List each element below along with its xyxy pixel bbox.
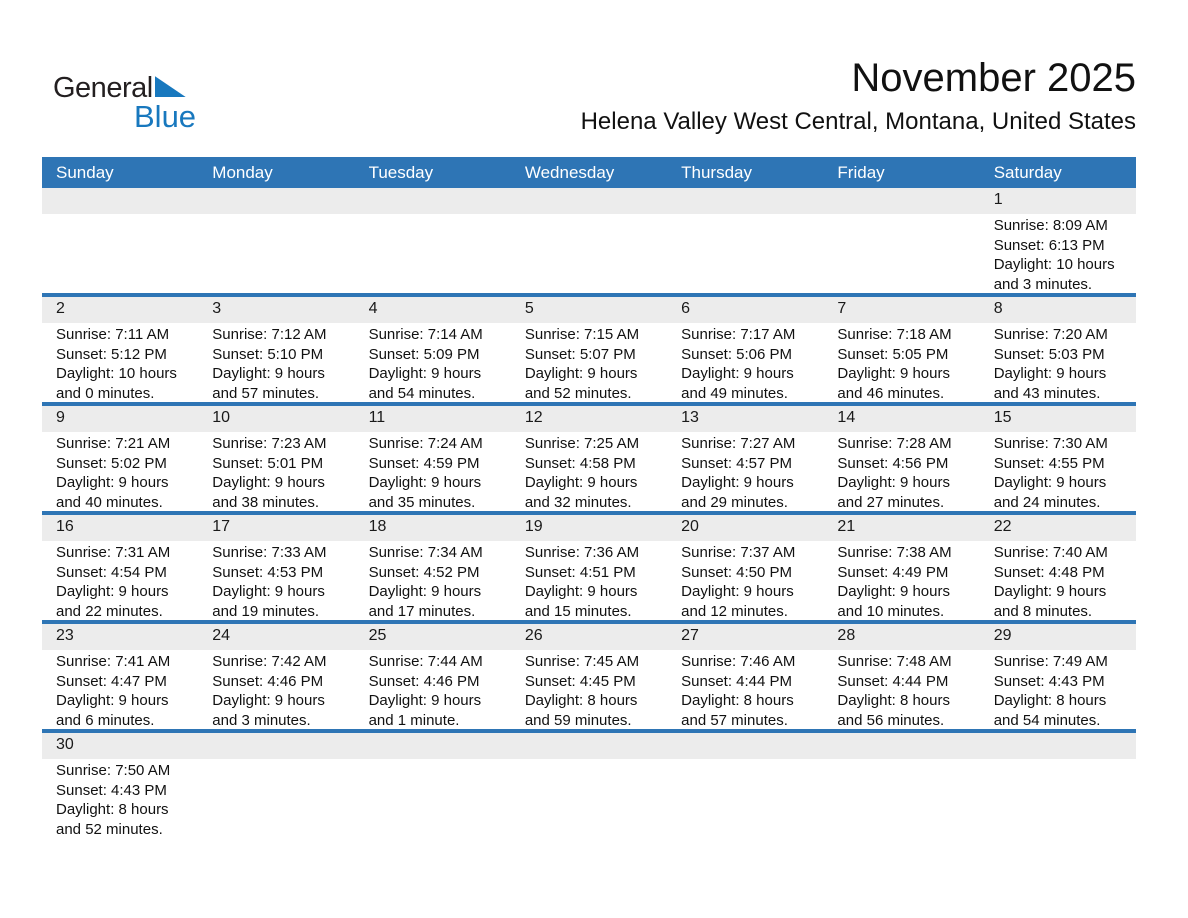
week-cells [42,624,1136,733]
sunset-text: Sunset: 4:47 PM [56,672,167,690]
daylight-text-line1: Daylight: 8 hours [56,801,169,819]
day-number: 21 [837,518,856,535]
sunset-text: Sunset: 4:46 PM [368,672,480,690]
week-cells [42,733,1136,858]
day-cell-empty [198,733,354,858]
day-number: 16 [56,518,74,535]
sunrise-text: Sunrise: 7:28 AM [837,435,952,452]
day-cell-27 [667,624,823,733]
day-cell-29 [980,624,1136,733]
daylight-text-line2: and 49 minutes. [681,385,788,403]
daylight-text-line2: and 46 minutes. [837,385,945,403]
daylight-text-line2: and 35 minutes. [368,494,476,512]
sunset-text: Sunset: 4:58 PM [524,454,636,472]
daylight-text-line1: Daylight: 9 hours [524,365,638,383]
daylight-text-line2: and 57 minutes. [212,385,320,403]
weekday-header-tuesday: Tuesday [368,163,434,182]
daylight-text-line2: and 24 minutes. [993,494,1101,512]
daylight-text-line1: Daylight: 8 hours [993,692,1107,710]
daylight-text-line2: and 6 minutes. [56,712,155,730]
day-cell-empty [355,188,511,297]
daylight-text-line2: and 54 minutes. [368,385,476,403]
sunrise-text: Sunrise: 7:34 AM [368,544,483,561]
sunset-text: Sunset: 4:53 PM [212,563,324,581]
daylight-text-line1: Daylight: 9 hours [837,365,950,383]
sunset-text: Sunset: 4:57 PM [681,454,793,472]
daylight-text-line2: and 0 minutes. [56,385,155,403]
sunrise-text: Sunrise: 7:17 AM [681,326,796,343]
daylight-text-line1: Daylight: 10 hours [56,365,177,383]
day-cell-2 [42,297,198,406]
sunrise-text: Sunrise: 7:45 AM [524,653,640,670]
sunrise-text: Sunrise: 7:41 AM [56,653,171,670]
week-cells [42,297,1136,406]
daylight-text-line1: Daylight: 9 hours [212,583,325,601]
day-number: 12 [524,409,543,426]
daylight-text-line2: and 32 minutes. [524,494,632,512]
day-number: 6 [681,300,691,317]
day-number: 27 [681,627,699,644]
daylight-text-line1: Daylight: 9 hours [524,474,638,492]
day-cell-empty [42,188,198,297]
daylight-text-line2: and 1 minute. [368,712,460,730]
sunrise-text: Sunrise: 7:48 AM [837,653,952,670]
day-cell-11 [355,406,511,515]
sunset-text: Sunset: 4:55 PM [993,454,1105,472]
logo-triangle-icon [155,76,186,97]
sunset-text: Sunset: 4:44 PM [681,672,793,690]
day-cell-empty [823,188,979,297]
sunrise-text: Sunrise: 7:33 AM [212,544,327,561]
day-number: 17 [212,518,231,535]
calendar [42,157,1136,858]
daylight-text-line1: Daylight: 9 hours [837,583,950,601]
daylight-text-line1: Daylight: 9 hours [56,692,169,710]
day-cell-empty [511,733,667,858]
sunset-text: Sunset: 5:10 PM [212,345,324,363]
day-number: 29 [993,627,1012,644]
day-cell-15 [980,406,1136,515]
day-number: 23 [56,627,74,644]
daylight-text-line1: Daylight: 9 hours [837,474,950,492]
sunset-text: Sunset: 6:13 PM [993,236,1105,254]
daylight-text-line2: and 56 minutes. [837,712,945,730]
sunset-text: Sunset: 5:03 PM [993,345,1105,363]
sunrise-text: Sunrise: 7:50 AM [56,762,171,779]
daylight-text-line2: and 10 minutes. [837,603,945,621]
daylight-text-line2: and 15 minutes. [524,603,632,621]
sunrise-text: Sunrise: 7:44 AM [368,653,483,670]
sunset-text: Sunset: 5:05 PM [837,345,949,363]
logo-text-general: General [53,72,153,104]
day-cell-12 [511,406,667,515]
daylight-text-line2: and 19 minutes. [212,603,320,621]
day-number: 10 [212,409,231,426]
sunset-text: Sunset: 5:12 PM [56,345,167,363]
day-cell-19 [511,515,667,624]
daylight-text-line2: and 43 minutes. [993,385,1101,403]
daylight-text-line1: Daylight: 8 hours [837,692,950,710]
daylight-text-line1: Daylight: 9 hours [56,474,169,492]
sunrise-text: Sunrise: 7:31 AM [56,544,171,561]
day-number: 4 [368,300,378,317]
sunset-text: Sunset: 4:44 PM [837,672,949,690]
daylight-text-line1: Daylight: 10 hours [993,256,1115,274]
day-cell-14 [823,406,979,515]
sunrise-text: Sunrise: 7:20 AM [993,326,1108,343]
daylight-text-line2: and 8 minutes. [993,603,1093,621]
daylight-text-line2: and 3 minutes. [993,276,1093,294]
daylight-text-line1: Daylight: 9 hours [681,583,794,601]
sunset-text: Sunset: 4:43 PM [56,781,167,799]
daylight-text-line2: and 12 minutes. [681,603,788,621]
daylight-text-line1: Daylight: 9 hours [993,474,1107,492]
daylight-text-line2: and 52 minutes. [56,821,163,839]
daylight-text-line2: and 17 minutes. [368,603,476,621]
day-cell-6 [667,297,823,406]
page-title: November 2025 [851,56,1136,100]
day-number: 3 [212,300,222,317]
daylight-text-line1: Daylight: 9 hours [524,583,638,601]
daylight-text-line1: Daylight: 9 hours [681,474,794,492]
day-cell-25 [355,624,511,733]
daylight-text-line2: and 59 minutes. [524,712,632,730]
sunrise-text: Sunrise: 7:12 AM [212,326,327,343]
daylight-text-line1: Daylight: 9 hours [993,583,1107,601]
sunset-text: Sunset: 4:50 PM [681,563,793,581]
day-cell-empty [355,733,511,858]
daylight-text-line2: and 3 minutes. [212,712,311,730]
day-number: 24 [212,627,231,644]
day-number: 11 [368,409,386,426]
day-number: 9 [56,409,65,426]
daylight-text-line2: and 29 minutes. [681,494,788,512]
sunrise-text: Sunrise: 7:37 AM [681,544,796,561]
sunset-text: Sunset: 4:49 PM [837,563,949,581]
day-cell-empty [198,188,354,297]
day-cell-8 [980,297,1136,406]
daylight-text-line1: Daylight: 9 hours [368,474,482,492]
day-cell-empty [511,188,667,297]
day-number: 20 [681,518,699,535]
sunset-text: Sunset: 4:48 PM [993,563,1105,581]
day-number: 19 [524,518,543,535]
sunrise-text: Sunrise: 7:11 AM [56,326,170,343]
day-cell-28 [823,624,979,733]
calendar-weeks [42,188,1136,858]
weekday-header-wednesday: Wednesday [524,163,615,182]
daylight-text-line1: Daylight: 8 hours [524,692,638,710]
week-cells [42,188,1136,297]
sunrise-text: Sunrise: 7:30 AM [993,435,1108,452]
day-cell-empty [980,733,1136,858]
sunrise-text: Sunrise: 7:42 AM [212,653,327,670]
daylight-text-line1: Daylight: 9 hours [993,365,1107,383]
daylight-text-line1: Daylight: 9 hours [681,365,794,383]
week-row-2 [42,297,1136,406]
sunset-text: Sunset: 5:09 PM [368,345,480,363]
sunrise-text: Sunrise: 7:46 AM [681,653,796,670]
sunrise-text: Sunrise: 7:23 AM [212,435,327,452]
page-subtitle: Helena Valley West Central, Montana, United States [580,108,1136,135]
day-number: 2 [56,300,65,317]
day-cell-empty [823,733,979,858]
logo-text-blue: Blue [134,99,197,134]
day-cell-empty [667,188,823,297]
weekday-header-thursday: Thursday [681,163,753,182]
day-number: 1 [993,191,1003,208]
sunrise-text: Sunrise: 7:40 AM [993,544,1108,561]
sunrise-text: Sunrise: 7:21 AM [56,435,171,452]
day-cell-18 [355,515,511,624]
weekday-header-sunday: Sunday [56,163,114,182]
sunset-text: Sunset: 4:56 PM [837,454,949,472]
sunrise-text: Sunrise: 7:15 AM [524,326,640,343]
day-cell-23 [42,624,198,733]
day-number: 22 [993,518,1012,535]
day-cell-22 [980,515,1136,624]
daylight-text-line2: and 22 minutes. [56,603,163,621]
weekday-header-row [42,157,1136,188]
sunrise-text: Sunrise: 7:49 AM [993,653,1108,670]
day-number: 18 [368,518,387,535]
week-row-5 [42,624,1136,733]
day-cell-10 [198,406,354,515]
day-cell-21 [823,515,979,624]
day-cell-26 [511,624,667,733]
weekday-header-saturday: Saturday [993,163,1062,182]
sunset-text: Sunset: 5:07 PM [524,345,636,363]
sunrise-text: Sunrise: 7:25 AM [524,435,640,452]
sunset-text: Sunset: 4:51 PM [524,563,636,581]
day-cell-20 [667,515,823,624]
daylight-text-line2: and 54 minutes. [993,712,1101,730]
daylight-text-line1: Daylight: 9 hours [368,583,482,601]
day-cell-30 [42,733,198,858]
day-cell-13 [667,406,823,515]
day-cell-1 [980,188,1136,297]
daylight-text-line2: and 38 minutes. [212,494,320,512]
daylight-text-line1: Daylight: 9 hours [368,692,482,710]
day-cell-empty [667,733,823,858]
daylight-text-line1: Daylight: 9 hours [368,365,482,383]
sunset-text: Sunset: 4:52 PM [368,563,480,581]
daylight-text-line2: and 52 minutes. [524,385,632,403]
day-number: 7 [837,300,847,317]
day-number: 14 [837,409,856,426]
day-number: 25 [368,627,387,644]
daylight-text-line1: Daylight: 9 hours [212,692,325,710]
sunset-text: Sunset: 5:02 PM [56,454,167,472]
day-cell-24 [198,624,354,733]
week-cells [42,406,1136,515]
day-number: 5 [524,300,534,317]
sunrise-text: Sunrise: 7:36 AM [524,544,640,561]
day-number: 30 [56,736,74,753]
day-cell-7 [823,297,979,406]
daylight-text-line2: and 57 minutes. [681,712,788,730]
sunset-text: Sunset: 4:46 PM [212,672,324,690]
daylight-text-line2: and 27 minutes. [837,494,945,512]
week-row-1 [42,188,1136,297]
sunset-text: Sunset: 4:59 PM [368,454,480,472]
day-cell-17 [198,515,354,624]
day-cell-16 [42,515,198,624]
sunset-text: Sunset: 4:43 PM [993,672,1105,690]
sunrise-text: Sunrise: 7:27 AM [681,435,796,452]
day-number: 28 [837,627,856,644]
sunset-text: Sunset: 4:45 PM [524,672,636,690]
day-cell-4 [355,297,511,406]
week-row-6 [42,733,1136,858]
day-number: 26 [524,627,543,644]
page-header [0,0,1188,157]
daylight-text-line1: Daylight: 8 hours [681,692,794,710]
day-cell-5 [511,297,667,406]
day-number: 15 [993,409,1012,426]
day-cell-9 [42,406,198,515]
week-row-3 [42,406,1136,515]
general-blue-logo [53,74,196,132]
day-number: 13 [681,409,699,426]
sunset-text: Sunset: 5:06 PM [681,345,793,363]
weekday-header-monday: Monday [212,163,273,182]
week-cells [42,515,1136,624]
sunset-text: Sunset: 5:01 PM [212,454,324,472]
title-block [581,56,1136,135]
sunrise-text: Sunrise: 7:18 AM [837,326,952,343]
daylight-text-line1: Daylight: 9 hours [56,583,169,601]
day-cell-3 [198,297,354,406]
daylight-text-line1: Daylight: 9 hours [212,474,325,492]
week-row-4 [42,515,1136,624]
daylight-text-line2: and 40 minutes. [56,494,163,512]
sunrise-text: Sunrise: 7:38 AM [837,544,952,561]
sunrise-text: Sunrise: 7:24 AM [368,435,483,452]
sunset-text: Sunset: 4:54 PM [56,563,167,581]
day-number: 8 [993,300,1003,317]
sunrise-text: Sunrise: 7:14 AM [368,326,483,343]
daylight-text-line1: Daylight: 9 hours [212,365,325,383]
sunrise-text: Sunrise: 8:09 AM [993,217,1108,234]
weekday-header-friday: Friday [837,163,885,182]
